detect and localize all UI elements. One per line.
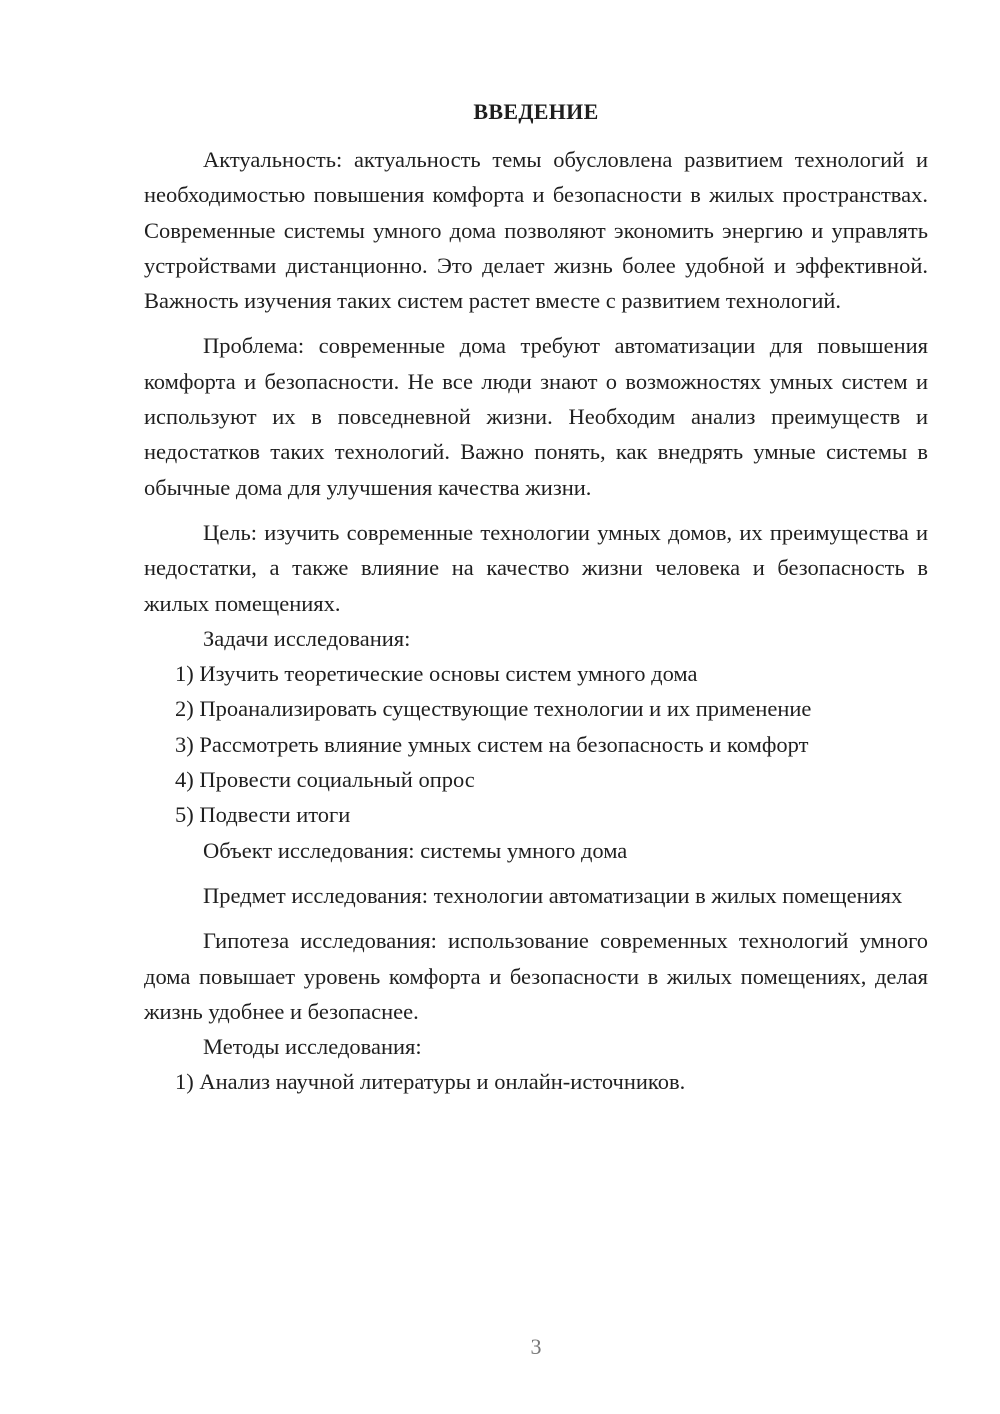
tasks-heading: Задачи исследования: (203, 625, 411, 651)
hypothesis-paragraph: Гипотеза исследования: использование современных технологий умного дома повышает уровень комфорта и безопасности в жилых помещениях, делая жизнь удобнее и безопаснее. (144, 928, 928, 1024)
task-item: 4) Провести социальный опрос (175, 767, 475, 793)
task-item: 5) Подвести итоги (175, 802, 351, 828)
task-item: 2) Проанализировать существующие технологии и их применение (175, 696, 812, 722)
goal-paragraph: Цель: изучить современные технологии умных домов, их преимущества и недостатки, а также влияние на качество жизни человека и безопасность в жилых помещениях. (144, 519, 928, 616)
method-item: 1) Анализ научной литературы и онлайн-источников. (175, 1069, 686, 1095)
relevance-paragraph: Актуальность: актуальность темы обусловлена развитием технологий и необходимостью повышения комфорта и безопасности в жилых пространствах. Современные системы умного дома позволяют экономить энергию и управлять устройствами дистанционно. Это делает жизнь более удобной и эффективной. Важность изучения таких систем растет вместе с развитием технологий. (144, 147, 928, 314)
methods-heading: Методы исследования: (203, 1034, 422, 1060)
page-number: 3 (530, 1334, 542, 1359)
task-item: 1) Изучить теоретические основы систем умного дома (175, 661, 698, 687)
problem-paragraph: Проблема: современные дома требуют автоматизации для повышения комфорта и безопасности. Не все люди знают о возможностях умных систем и используют их в повседневной жизни. Необходим анализ преимуществ и недостатков таких технологий. Важно понять, как внедрять умные системы в обычные дома для улучшения качества жизни. (144, 333, 928, 500)
task-item: 3) Рассмотреть влияние умных систем на безопасность и комфорт (175, 731, 809, 757)
research-object: Объект исследования: системы умного дома (203, 837, 628, 863)
page-body (144, 142, 928, 1100)
research-subject: Предмет исследования: технологии автоматизации в жилых помещениях (203, 882, 903, 908)
page-title: ВВЕДЕНИЕ (473, 99, 599, 124)
